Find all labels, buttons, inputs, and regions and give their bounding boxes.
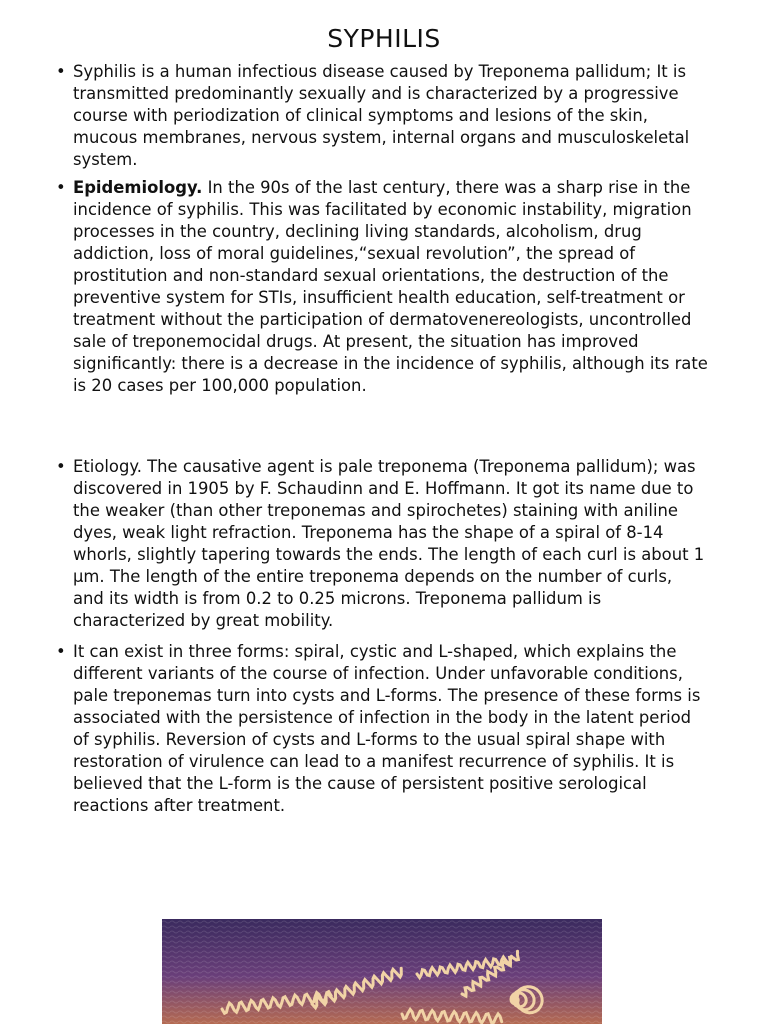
bullet-marker: • <box>56 457 66 476</box>
bullet-forms <box>56 641 708 817</box>
bullet-text <box>73 61 708 171</box>
bullet-body: In the 90s of the last century, there was a sharp rise in the incidence of syphilis. This was facilitated by economic instability, migration processes in the country, declining living standards, alcoholism, drug addiction, loss of moral guidelines,“sexual revolution”, the spread of prostitution and non-standard sexual orientations, the destruction of the preventive system for STIs, insufficient health education, self-treatment or treatment without the participation of dermatovenereologists, uncontrolled sale of treponemocidal drugs. At present, the situation has improved significantly: there is a decrease in the incidence of syphilis, although its rate is 20 cases per 100,000 population. <box>73 178 708 395</box>
bullet-epidemiology <box>56 177 708 397</box>
bullet-lead: Epidemiology. <box>73 178 203 197</box>
bullet-marker: • <box>56 642 66 661</box>
bullet-body: Etiology. The causative agent is pale treponema (Treponema pallidum); was discovered in 1905 by F. Schaudinn and E. Hoffmann. It got its name due to the weaker (than other treponemas and spirochetes) staining with aniline dyes, weak light refraction. Treponema has the shape of a spiral of 8-14 whorls, slightly tapering towards the ends. The length of each curl is about 1 µm. The length of the entire treponema depends on the number of curls, and its width is from 0.2 to 0.25 microns. Treponema pallidum is characterized by great mobility. <box>73 457 705 630</box>
bullet-marker: • <box>56 178 66 197</box>
bullet-body: Syphilis is a human infectious disease caused by Treponema pallidum; It is transmitted predominantly sexually and is characterized by a progressive course with periodization of clinical symptoms and lesions of the skin, mucous membranes, nervous system, internal organs and musculoskeletal system. <box>73 62 690 169</box>
bullet-text <box>73 641 708 817</box>
page-title: SYPHILIS <box>327 24 441 53</box>
treponema-micrograph <box>162 919 602 1024</box>
micrograph-image <box>162 919 602 1024</box>
bullet-text <box>73 456 708 632</box>
bullet-etiology <box>56 456 708 632</box>
bullet-marker: • <box>56 62 66 81</box>
bullet-body: It can exist in three forms: spiral, cystic and L-shaped, which explains the different variants of the course of infection. Under unfavorable conditions, pale treponemas turn into cysts and L-forms. The presence of these forms is associated with the persistence of infection in the body in the latent period of syphilis. Reversion of cysts and L-forms to the usual spiral shape with restoration of virulence can lead to a manifest recurrence of syphilis. It is believed that the L-form is the cause of persistent positive serological reactions after treatment. <box>73 642 701 815</box>
bullet-definition <box>56 61 708 171</box>
bullet-text <box>73 177 708 397</box>
